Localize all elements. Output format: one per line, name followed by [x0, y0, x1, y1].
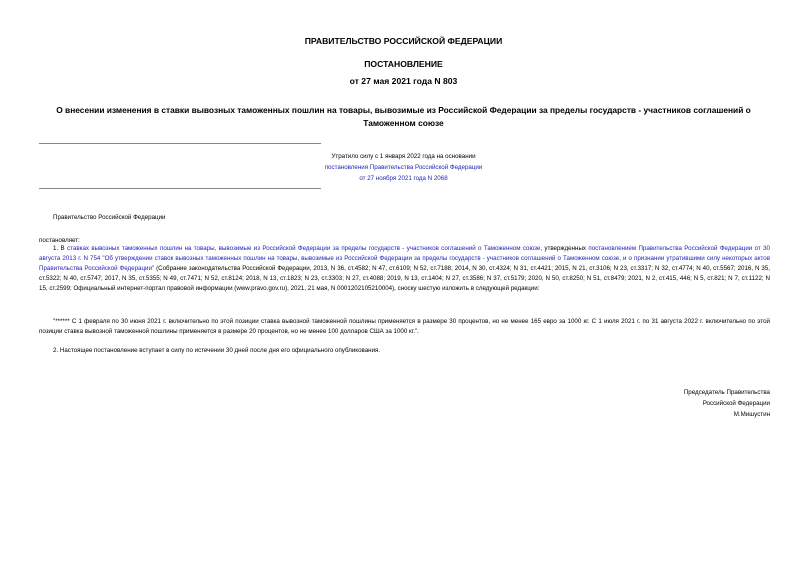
- footnote-text: "****** С 1 февраля по 30 июня 2021 г. включительно по этой позиции ставка вывозной таможенной пошлины применяется в размере 30 процентов, но не менее 165 евро за 1000 кг. С 1 июля 2021 г. по 31 августа 2022 г. включительно по этой позиции ставка вывозной таможенной пошлины применяется в размере 20 процентов, но не менее 100 долларов США за 1000 кг.".: [39, 318, 770, 335]
- government-name: Правительство Российской Федерации: [53, 214, 166, 221]
- signature-block: [560, 387, 770, 420]
- signature-organization: Российской Федерации: [702, 400, 770, 407]
- signature-position: Председатель Правительства: [683, 389, 770, 396]
- item1-middle: , утвержденных: [540, 245, 589, 252]
- paragraph-item-1: [39, 244, 770, 294]
- document-type: ПОСТАНОВЛЕНИЕ: [364, 59, 443, 69]
- repeal-note: [200, 151, 607, 184]
- repeal-note-text: Утратило силу с 1 января 2022 года на основании: [331, 153, 476, 160]
- repeal-decree-link-date[interactable]: от 27 ноября 2021 года N 2068: [359, 175, 448, 182]
- document-title: О внесении изменения в ставки вывозных таможенных пошлин на товары, вывозимые из Российской Федерации за пределы государств - участников соглашений о Таможенном союзе: [56, 105, 751, 128]
- divider-bottom: [39, 188, 321, 189]
- divider-top: [39, 143, 321, 144]
- document-date-number: от 27 мая 2021 года N 803: [349, 76, 458, 86]
- repeal-decree-link[interactable]: постановления Правительства Российской Федерации: [324, 164, 483, 171]
- paragraph-item-2: 2. Настоящее постановление вступает в силу по истечении 30 дней после дня его официального опубликования.: [53, 347, 381, 354]
- item1-prefix: 1. В: [53, 245, 68, 252]
- signature-name: М.Мишустин: [733, 411, 770, 418]
- government-decree-754-link[interactable]: постановлением Правительства Российской Федерации от 30 августа 2013 г. N 754 "Об утверждении ставок вывозных таможенных пошлин на товары, вывозимые из Российской Федерации за пределы государств - участников соглашений о Таможенном союзе, и о признании утратившими силу некоторых актов Правительства Российской Федерации": [39, 245, 770, 272]
- item1-rest: (Собрание законодательства Российской Федерации, 2013, N 36, ст.4582; N 47, ст.6109; N 52, ст.7188; 2014, N 30, ст.4324; N 31, ст.4421; 2015, N 21, ст.3106; N 23, ст.3317; N 32, ст.4774; N 40, ст.5567; 2016, N 35, ст.5322; N 40, ст.5747; 2017, N 35, ст.5355; N 49, ст.7471; N 52, ст.8124; 2018, N 13, ст.1823; N 23, ст.3303; N 27, ст.4088; 2019, N 13, ст.1404; N 27, ст.3586; N 37, ст.5179; 2020, N 50, ст.8250; N 51, ст.8479; 2021, N 2, ст.415, 446; N 5, ст.821; N 7, ст.1122; N 15, ст.2599; Официальный интернет-портал правовой информации (www.pravo.gov.ru), 2021, 21 мая, N 0001202105210004), сноску шестую изложить в следующей редакции:: [39, 265, 770, 292]
- export-duty-rates-link[interactable]: ставках вывозных таможенных пошлин на товары, вывозимые из Российской Федерации за пределы государств - участников соглашений о Таможенном союзе: [67, 245, 541, 252]
- decree-label: постановляет:: [39, 237, 80, 244]
- government-heading: ПРАВИТЕЛЬСТВО РОССИЙСКОЙ ФЕДЕРАЦИИ: [304, 36, 503, 46]
